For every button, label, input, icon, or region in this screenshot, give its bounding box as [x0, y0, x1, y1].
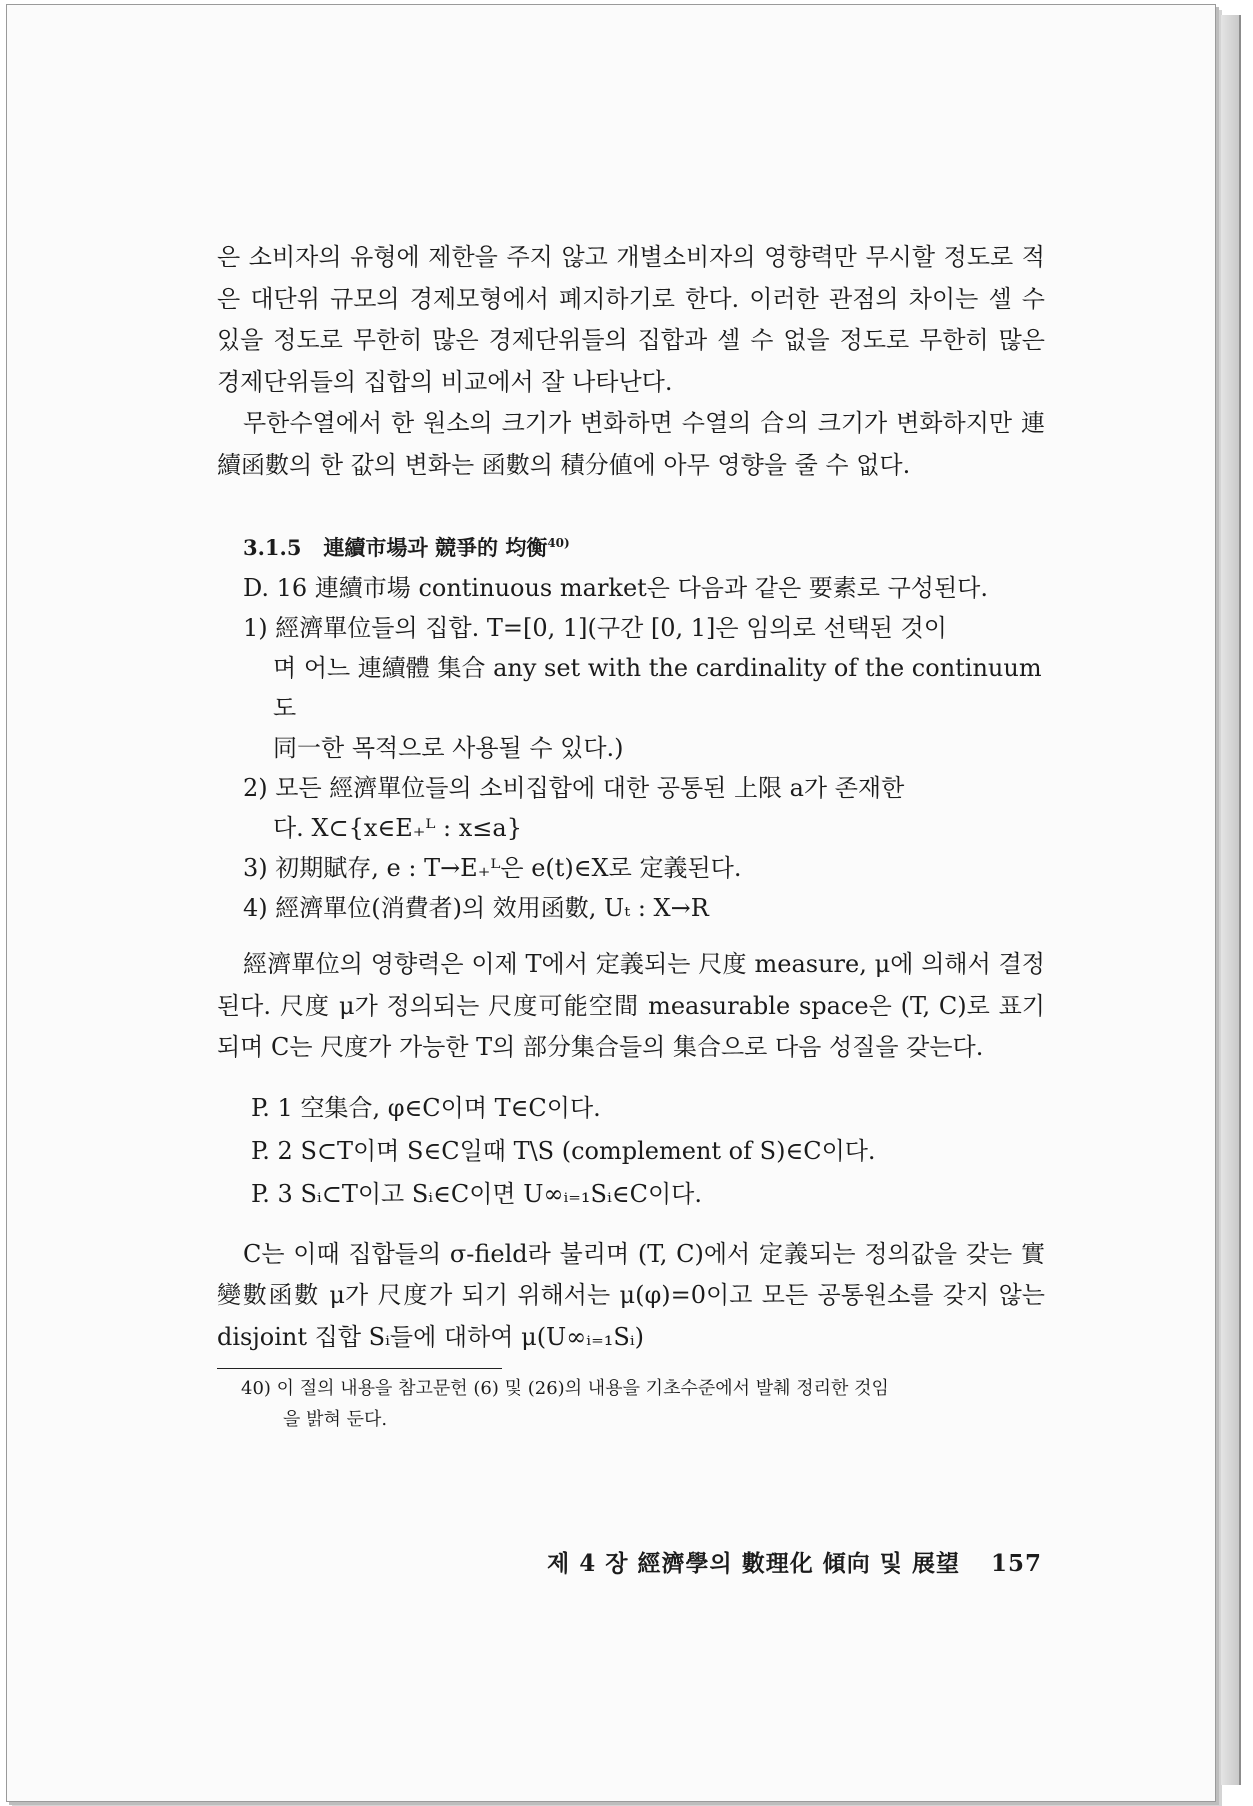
definition-item-4 [217, 888, 1045, 928]
book-page [6, 4, 1216, 1802]
property-p2: P. 2 S⊂T이며 S∈C일때 T\S (complement of S)∈C이다. [251, 1136, 876, 1165]
running-footer [542, 1545, 1042, 1578]
definition-item-1-line3: 同一한 목적으로 사용될 수 있다.) [273, 734, 624, 762]
footnote-40 [217, 1373, 1045, 1435]
definition-item-2-line1: 2) 모든 經濟單位들의 소비집합에 대한 공통된 上限 a가 존재한 [243, 774, 905, 802]
definition-item-1-line1: 1) 經濟單位들의 집합. T=[0, 1](구간 [0, 1]은 임의로 선택된 것이 [243, 614, 947, 642]
definition-item-1-line2: 며 어느 連續體 集合 any set with the cardinality of the continuum도 [273, 654, 1042, 722]
spacer [217, 928, 1045, 944]
page-body [217, 237, 1045, 1435]
definition-item-3 [217, 848, 1045, 888]
definition-item-4-line1: 4) 經濟單位(消費者)의 效用函數, Uₜ : X→R [243, 894, 709, 922]
section-number: 3.1.5 [243, 535, 302, 560]
footnote-line1: 40) 이 절의 내용을 참고문헌 (6) 및 (26)의 내용을 기초수준에서 발췌 정리한 것임 [241, 1378, 889, 1399]
definition-title: D. 16 連續市場 continuous market은 다음과 같은 要素로 구성된다. [243, 574, 988, 602]
page-number: 157 [990, 1550, 1042, 1577]
definition-item-1 [217, 608, 1045, 768]
section-heading [217, 523, 1045, 568]
footnote-line2: 을 밝혀 둔다. [283, 1409, 388, 1430]
property-p1: P. 1 空集合, φ∈C이며 T∈C이다. [251, 1093, 601, 1122]
footnote-reference[interactable]: 40) [547, 536, 570, 550]
spacer [217, 1069, 1045, 1087]
footnote-divider [217, 1368, 502, 1369]
spacer [217, 1216, 1045, 1234]
paragraph-measure: 經濟單位의 영향력은 이제 T에서 定義되는 尺度 measure, μ에 의해서 결정된다. 尺度 μ가 정의되는 尺度可能空間 measurable space은 (T, C)로 표기되며 C는 尺度가 가능한 T의 部分集合들의 集合으로 다음 성질을 갖는다. [217, 950, 1045, 1061]
definition-item-2-line2: 다. X⊂{x∈E₊ᴸ : x≤a} [273, 814, 522, 842]
definition-item-3-line1: 3) 初期賦存, e : T→E₊ᴸ은 e(t)∈X로 定義된다. [243, 854, 742, 882]
paragraph-sigma-field: C는 이때 집합들의 σ-field라 불리며 (T, C)에서 定義되는 정의값을 갖는 實變數函數 μ가 尺度가 되기 위해서는 μ(φ)=0이고 모든 공통원소를 갖지 않는 disjoint 집합 Sᵢ들에 대하여 μ(U∞ᵢ₌₁Sᵢ) [217, 1239, 1045, 1351]
paragraph-continuous-function: 무한수열에서 한 원소의 크기가 변화하면 수열의 合의 크기가 변화하지만 連續函數의 한 값의 변화는 函數의 積分値에 아무 영향을 줄 수 없다. [217, 409, 1045, 479]
paragraph-consumer-influence: 은 소비자의 유형에 제한을 주지 않고 개별소비자의 영향력만 무시할 정도로 적은 대단위 규모의 경제모형에서 폐지하기로 한다. 이러한 관점의 차이는 셀 수 있을 정도로 무한히 많은 경제단위들의 집합과 셀 수 없을 정도로 무한히 많은 경제단위들의 집합의 비교에서 잘 나타난다. [217, 243, 1045, 396]
section-title: 連續市場과 競爭的 均衡 [323, 535, 548, 560]
definition-item-2 [217, 768, 1045, 848]
chapter-title: 제 4 장 經濟學의 數理化 傾向 및 展望 [547, 1550, 960, 1577]
property-p3: P. 3 Sᵢ⊂T이고 Sᵢ∈C이면 U∞ᵢ₌₁Sᵢ∈C이다. [251, 1179, 702, 1208]
